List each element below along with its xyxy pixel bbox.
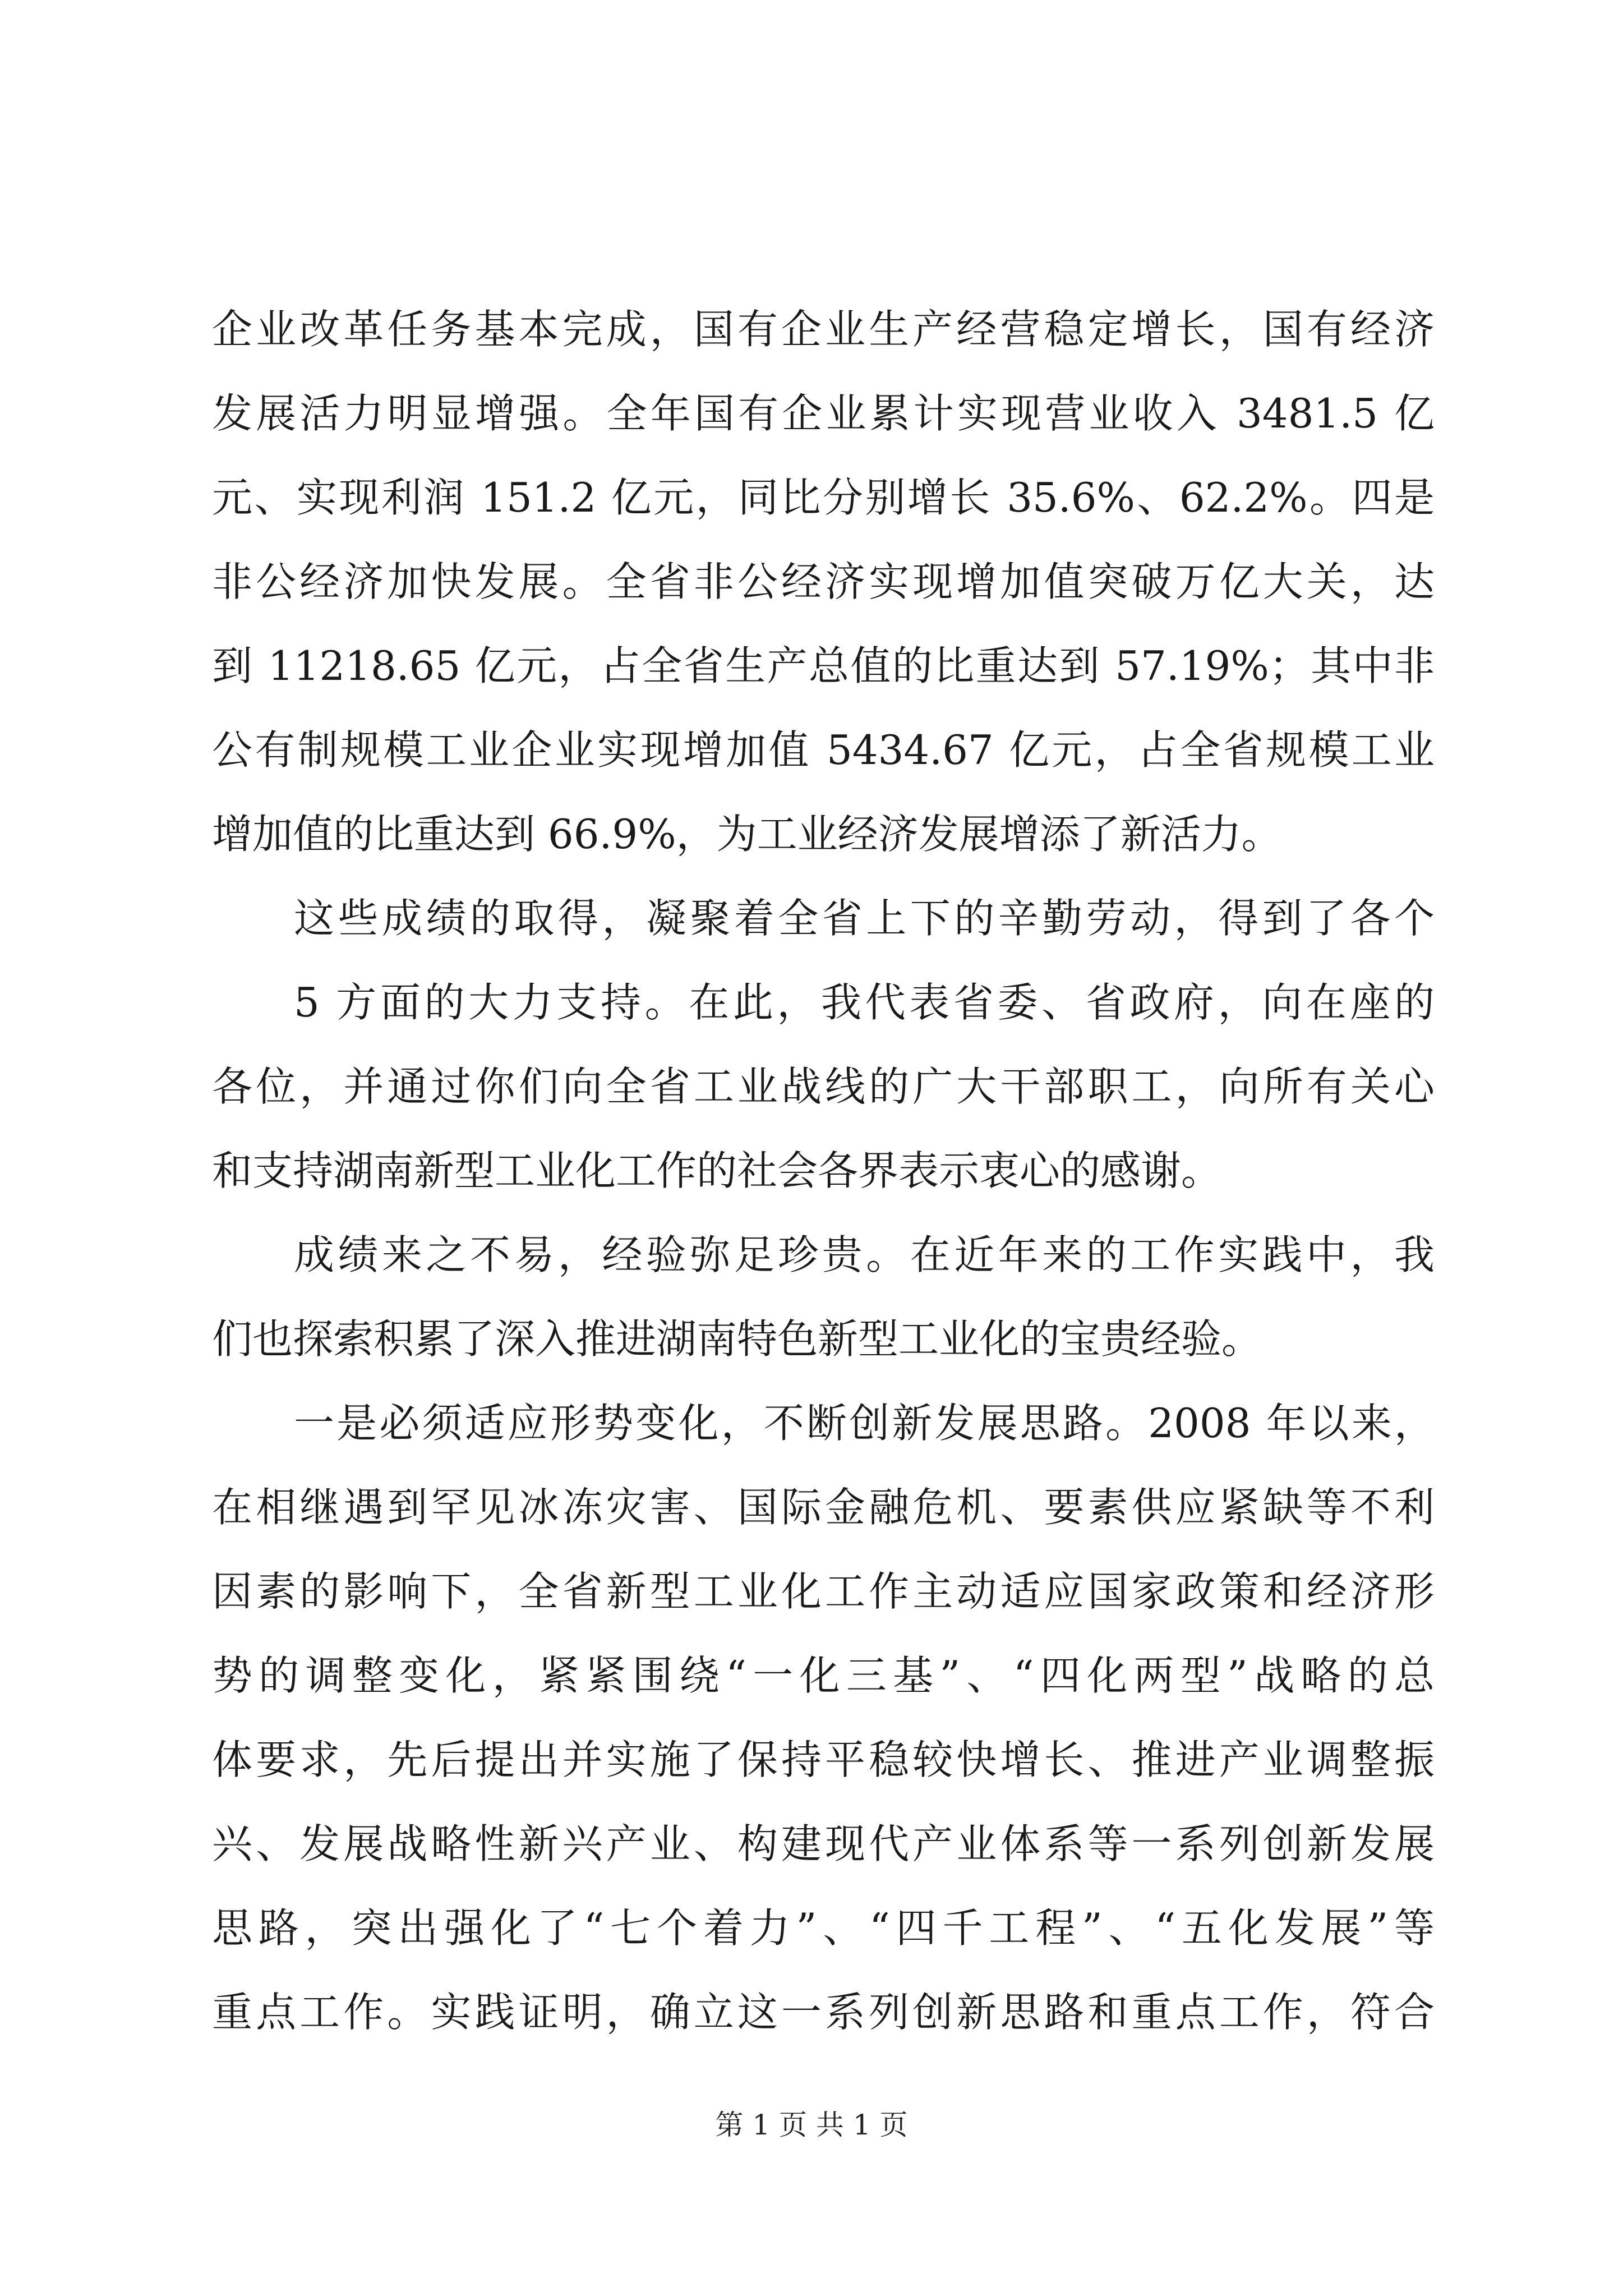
text-line: 5 方面的大力支持。在此，我代表省委、省政府，向在座的: [294, 979, 1435, 1026]
text-line: 非公经济加快发展。全省非公经济实现增加值突破万亿大关，达: [212, 558, 1435, 605]
text-line: 增加值的比重达到 66.9%，为工业经济发展增添了新活力。: [212, 811, 1282, 858]
text-line: 势的调整变化，紧紧围绕“一化三基”、“四化两型”战略的总: [212, 1652, 1435, 1699]
text-line: 重点工作。实践证明，确立这一系列创新思路和重点工作，符合: [212, 1989, 1435, 2036]
text-line: 和支持湖南新型工业化工作的社会各界表示衷心的感谢。: [212, 1147, 1222, 1194]
text-line: 在相继遇到罕见冰冻灾害、国际金融危机、要素供应紧缺等不利: [212, 1484, 1435, 1531]
text-line: 思路，突出强化了“七个着力”、“四千工程”、“五化发展”等: [212, 1904, 1435, 1952]
text-line: 发展活力明显增强。全年国有企业累计实现营业收入 3481.5 亿: [212, 390, 1435, 437]
text-line: 元、实现利润 151.2 亿元，同比分别增长 35.6%、62.2%。四是: [212, 474, 1435, 521]
document-body: [212, 287, 1435, 2054]
text-line: 因素的影响下，全省新型工业化工作主动适应国家政策和经济形: [212, 1568, 1435, 1615]
text-line: 们也探索积累了深入推进湖南特色新型工业化的宝贵经验。: [212, 1315, 1262, 1363]
text-line: 公有制规模工业企业实现增加值 5434.67 亿元，占全省规模工业: [212, 726, 1435, 774]
text-line: 一是必须适应形势变化，不断创新发展思路。2008 年以来，: [294, 1400, 1435, 1447]
text-line: 企业改革任务基本完成，国有企业生产经营稳定增长，国有经济: [212, 306, 1435, 353]
text-line: 体要求，先后提出并实施了保持平稳较快增长、推进产业调整振: [212, 1736, 1435, 1783]
text-line: 成绩来之不易，经验弥足珍贵。在近年来的工作实践中，我: [294, 1231, 1435, 1278]
text-line: 各位，并通过你们向全省工业战线的广大干部职工，向所有关心: [212, 1063, 1435, 1110]
text-line: 兴、发展战略性新兴产业、构建现代产业体系等一系列创新发展: [212, 1820, 1435, 1867]
text-line: 到 11218.65 亿元，占全省生产总值的比重达到 57.19%；其中非: [212, 642, 1435, 689]
text-line: 这些成绩的取得，凝聚着全省上下的辛勤劳动，得到了各个: [294, 895, 1435, 942]
page-number-footer: 第 1 页 共 1 页: [715, 2109, 908, 2141]
